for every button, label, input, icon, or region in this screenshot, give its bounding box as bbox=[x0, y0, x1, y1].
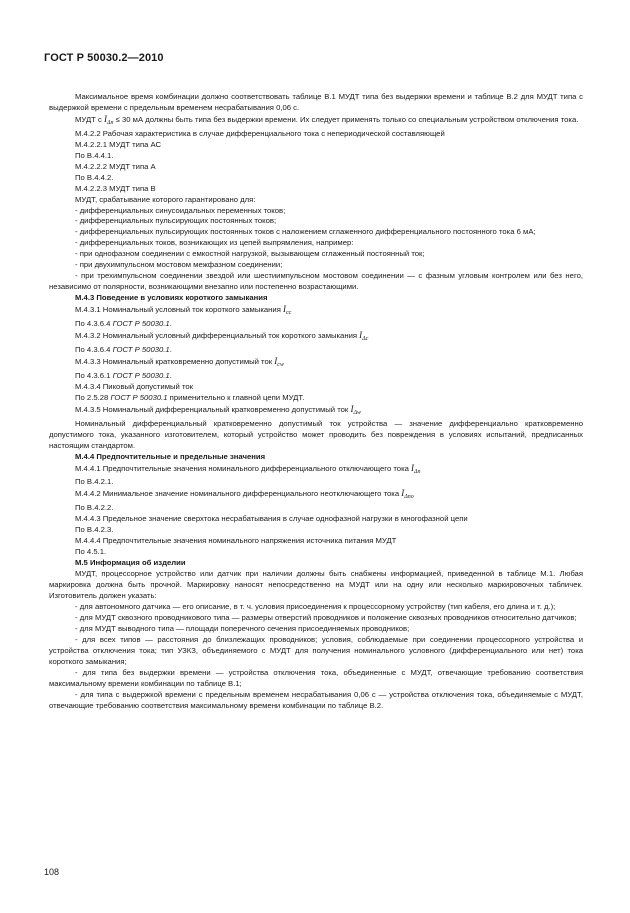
paragraph: Максимальное время комбинации должно соответствовать таблице В.1 МУДТ типа без выдержки времени и таблице В.2 для МУДТ типа с выдержкой времени с предельным временем несрабатывания 0,06 с. bbox=[49, 92, 583, 112]
reference: По В.4.2.2. bbox=[75, 503, 114, 513]
list-item: - для типа с выдержкой времени с предельным временем несрабатывания 0,06 с — устройства отключения тока, объединяемые с МУДТ, отвечающие требованию соответствия максимальному времени комбинации по таблице В.2. bbox=[49, 689, 583, 710]
clause-heading: М.4.3.4 Пиковый допустимый ток bbox=[75, 381, 194, 391]
section-heading: М.4.4 Предпочтительные и предельные значения bbox=[75, 451, 266, 461]
list-item: - для всех типов — расстояния до близлежащих проводников; условия, соблюдаемые при соединении процессорного устройства и устройства отключения тока; тип УЗКЗ, объединяемого с МУДТ для получения номинального условного (дифференциального или нет) тока короткого замыкания; bbox=[49, 634, 583, 666]
clause-heading: М.4.3.2 Номинальный условный дифференциальный ток короткого замыкания $I_{\Delta c}$ bbox=[75, 330, 369, 343]
reference: По 4.3.6.1 ГОСТ Р 50030.1. bbox=[75, 370, 172, 380]
page-number: 108 bbox=[44, 867, 60, 877]
list-item: - для МУДТ выводного типа — площади поперечного сечения присоединяемых проводников; bbox=[75, 623, 410, 633]
clause-heading: М.4.2.2.2 МУДТ типа А bbox=[75, 161, 156, 171]
paragraph: МУДТ с $I_{\Delta n} \le 30$ мА должны быть типа без выдержки времени. Их следует применять только со специальным устройством отключения тока. bbox=[75, 113, 579, 126]
list-item: - дифференциальных пульсирующих постоянных токов; bbox=[75, 216, 277, 226]
reference: По В.4.4.2. bbox=[75, 172, 114, 182]
list-item: - для автономного датчика — его описание, в т. ч. условия присоединения к процессорному устройству (тип кабеля, его длина и т. д.); bbox=[75, 601, 556, 611]
clause-heading: М.4.4.1 Предпочтительные значения номинального дифференциального отключающего тока $I_{\Delta n}$ bbox=[75, 462, 421, 475]
standard-header: ГОСТ Р 50030.2—2010 bbox=[44, 52, 164, 64]
list-item: - при однофазном соединении с емкостной нагрузкой, вызывающем сглаженный постоянный ток; bbox=[75, 249, 425, 259]
list-item: - дифференциальных синусоидальных переменных токов; bbox=[75, 205, 286, 215]
list-item: - для МУДТ сквозного проводникового типа — размеры отверстий проводников и положение сквозных проводников относительно датчиков; bbox=[75, 612, 577, 622]
list-item: - при трехимпульсном соединении звездой или шестиимпульсном мостовом соединении — с фазным угловым контролем или без него, независимо от полярности, возникающими внезапно или постепенно возрастающими. bbox=[49, 271, 583, 292]
clause-heading: М.4.4.2 Минимальное значение номинального дифференциального неотключающего тока $I_{\Delta no}$ bbox=[75, 488, 414, 501]
list-item: - для типа без выдержки времени — устройства отключения тока, объединенные с МУДТ, отвечающие требованию соответствия максимальному времени комбинации по таблице В.1; bbox=[49, 667, 583, 688]
reference: По 4.5.1. bbox=[75, 547, 107, 557]
clause-heading: М.4.3.3 Номинальный кратковременно допустимый ток $I_{cw}$ bbox=[75, 355, 284, 368]
paragraph: Номинальный дифференциальный кратковременно допустимый ток устройства — значение дифференциально кратковременно допустимого тока, указанного изготовителем, который устройство может проводить без повреждения в условиях испытаний, предписанных настоящим стандартом. bbox=[49, 418, 583, 450]
list-item: - при двухимпульсном мостовом межфазном соединении; bbox=[75, 260, 283, 270]
reference: По 4.3.6.4 ГОСТ Р 50030.1. bbox=[75, 344, 172, 354]
clause-heading: М.4.3.5 Номинальный дифференциальный кратковременно допустимый ток $I_{\Delta w}$ bbox=[75, 403, 361, 416]
reference: По 2.5.28 ГОСТ Р 50030.1 применительно к главной цепи МУДТ. bbox=[75, 392, 305, 402]
document-body bbox=[49, 92, 583, 711]
clause-heading: М.4.4.3 Предельное значение сверхтока несрабатывания в случае однофазной нагрузки в многофазной цепи bbox=[75, 514, 468, 524]
clause-heading: М.4.2.2.1 МУДТ типа АС bbox=[75, 139, 162, 149]
paragraph: МУДТ, процессорное устройство или датчик при наличии должны быть снабжены информацией, приведенной в таблице М.1. Любая маркировка должна быть прочной. Маркировку наносят непосредственно на МУДТ или на одну или несколько маркировочных табличек. Изготовитель должен указать: bbox=[49, 569, 583, 600]
section-heading: М.4.3 Поведение в условиях короткого замыкания bbox=[75, 293, 268, 303]
paragraph: МУДТ, срабатывание которого гарантировано для: bbox=[75, 194, 256, 204]
paragraph: М.4.2.2 Рабочая характеристика в случае дифференциального тока с непериодической составляющей bbox=[75, 128, 445, 138]
clause-heading: М.4.3.1 Номинальный условный ток короткого замыкания $I_{cc}$ bbox=[75, 304, 292, 317]
reference: По В.4.2.3. bbox=[75, 525, 114, 535]
reference: По 4.3.6.4 ГОСТ Р 50030.1. bbox=[75, 319, 172, 329]
reference: По В.4.2.1. bbox=[75, 477, 114, 487]
list-item: - дифференциальных токов, возникающих из цепей выпрямления, например: bbox=[75, 238, 354, 248]
clause-heading: М.4.2.2.3 МУДТ типа В bbox=[75, 183, 156, 193]
reference: По В.4.4.1. bbox=[75, 150, 114, 160]
list-item: - дифференциальных пульсирующих постоянных токов с наложением сглаженного дифференциального постоянного тока 6 мА; bbox=[75, 227, 536, 237]
clause-heading: М.4.4.4 Предпочтительные значения номинального напряжения источника питания МУДТ bbox=[75, 536, 397, 546]
section-heading: М.5 Информация об изделии bbox=[75, 558, 186, 568]
